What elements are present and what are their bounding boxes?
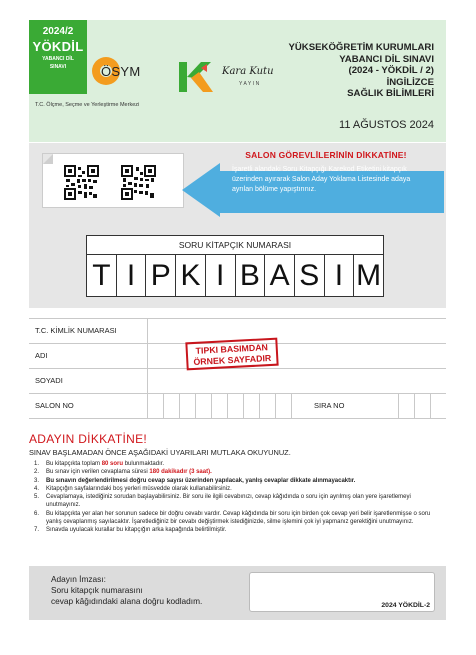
badge-year: 2024/2 [42, 26, 74, 37]
booklet-letter: M [356, 259, 382, 292]
booklet-number-box [86, 235, 384, 297]
signature-line: Soru kitapçık numarasını [51, 585, 143, 595]
warning-item: 7. Sınavda uyulacak kurallar bu kitapçığın arka kapağında belirtilmiştir. [34, 527, 227, 534]
booklet-letter: T [87, 255, 117, 297]
exam-title-line: YÜKSEKÖĞRETİM KURUMLARI [288, 42, 434, 53]
salon-cell[interactable] [227, 394, 243, 418]
warning-item: 3. Bu sınavın değerlendirilmesi doğru cevap sayısı üzerinden yapılacak, yanlış cevaplar dikkate alınmayacaktır. [34, 477, 356, 484]
salon-cell[interactable] [147, 394, 163, 418]
booklet-letters [87, 255, 383, 297]
badge-sub-2: SINAVI [49, 64, 67, 70]
sira-label: SIRA NO [314, 401, 345, 410]
signature-line: Adayın İmzası: [51, 574, 106, 584]
salon-cell[interactable] [275, 394, 291, 418]
yokdil-badge [29, 20, 87, 94]
osym-tagline: T.C. Ölçme, Seçme ve Yerleştirme Merkezi [35, 102, 140, 108]
duration: 180 dakikadır (3 saat). [149, 469, 212, 476]
exam-title-line: (2024 - YÖKDİL / 2) [348, 65, 434, 76]
exam-title-line: İNGİLİZCE [386, 76, 434, 88]
sira-cell[interactable] [430, 394, 446, 418]
booklet-number-label: SORU KİTAPÇIK NUMARASI [87, 236, 383, 255]
warnings-subtitle: SINAV BAŞLAMADAN ÖNCE AŞAĞIDAKİ UYARILARI MUTLAKA OKUYUNUZ. [29, 448, 291, 457]
warning-item: 6. Bu kitapçıkta yer alan her sorunun sadece bir doğru cevabı vardır. Cevap kâğıdında bir soru için birden çok cevap yeri belir işaretlenmişse o soru yanlış cevaplanmış sayılacaktır. İşaretlediğiniz bir cevabı değiştirmek istediğinizde, silme işlemini çok iyi yapmanız gerektiğini unutmayınız. [34, 510, 431, 526]
row-divider [147, 369, 148, 393]
warnings-list [29, 460, 446, 535]
header [29, 20, 446, 142]
question-count: 80 soru [101, 461, 124, 467]
booklet-letter: I [325, 255, 355, 297]
sira-cell[interactable] [414, 394, 430, 418]
qr-code-icon [121, 165, 156, 200]
salon-cell[interactable] [243, 394, 259, 418]
signature-line: cevap kâğıdındaki alana doğru kodladım. [51, 596, 203, 606]
booklet-letter: I [117, 255, 147, 297]
exam-date: 11 AĞUSTOS 2024 [339, 119, 434, 131]
booklet-letter: B [236, 255, 266, 297]
warning-item: 5. Cevaplamaya, istediğiniz sorudan başlayabilirsiniz. Bir soru ile ilgili cevabınızı, cevap kâğıdında o soru için ayrılmış olan yere işaretlemeyi unutmayınız. [34, 494, 411, 509]
kara-kutu-logo-icon [177, 58, 277, 98]
candidate-info-table [29, 318, 446, 419]
sticker-fold [43, 154, 53, 164]
badge-name: YÖKDİL [32, 39, 84, 54]
booklet-letter: S [295, 255, 325, 297]
badge-sub-1: YABANCI DİL [42, 56, 74, 62]
signature-text [51, 574, 202, 607]
warning-item: 4. Kitapçığın sayfalarındaki boş yerleri müsvedde olarak kullanabilirsiniz. [34, 485, 232, 492]
notice-text: İşaretli alandaki Soru Kitapçığı Karekod Etiketini kitapçık üzerinden ayırarak Salon Aday Yoklama Listesinde adaya ayrılan bölüme yapıştırınız. [232, 166, 411, 193]
booklet-code: 2024 YÖKDİL-2 [381, 602, 430, 609]
warning-item: 1. Bu kitapçıkta toplam 80 soru bulunmaktadır. [34, 461, 165, 467]
tc-id-label: T.C. KİMLİK NUMARASI [35, 326, 117, 335]
osym-wordmark: ÖSYM [101, 64, 141, 79]
qr-sticker[interactable] [42, 153, 184, 208]
publisher-sub: YAYIN [239, 81, 261, 87]
booklet-letter: P [146, 255, 176, 297]
salon-cell[interactable] [259, 394, 275, 418]
warning-item: 2. Bu sınav için verilen cevaplama süresi 180 dakikadır (3 saat). [34, 469, 212, 476]
salon-cell[interactable] [195, 394, 211, 418]
row-divider [147, 319, 148, 343]
booklet-letter: I [206, 255, 236, 297]
surname-row[interactable] [29, 369, 446, 394]
exam-title [288, 42, 434, 100]
publisher-name: Kara Kutu [222, 66, 274, 77]
signature-panel [29, 566, 446, 620]
salon-cell[interactable] [211, 394, 227, 418]
name-label: ADI [35, 351, 48, 360]
booklet-letter: A [265, 255, 295, 297]
surname-label: SOYADI [35, 376, 63, 385]
salon-cell[interactable] [179, 394, 195, 418]
exam-title-line: SAĞLIK BİLİMLERİ [347, 88, 434, 99]
salon-cell[interactable] [163, 394, 179, 418]
row-divider [147, 344, 148, 368]
sample-page-stamp [185, 338, 278, 371]
booklet-letter: K [176, 255, 206, 297]
notice-title: SALON GÖREVLİLERİNİN DİKKATİNE! [245, 150, 407, 160]
sira-cell[interactable] [398, 394, 414, 418]
code-cells [147, 394, 446, 418]
exam-title-line: YABANCI DİL SINAVI [339, 53, 434, 65]
salon-row[interactable] [29, 394, 446, 419]
qr-code-icon [64, 165, 99, 200]
stamp-line: ÖRNEK SAYFADIR [193, 352, 272, 368]
salon-label: SALON NO [35, 401, 74, 410]
stamp-line: TIPKI BASIMDAN [195, 342, 269, 356]
warnings-title: ADAYIN DİKKATİNE! [29, 432, 148, 446]
